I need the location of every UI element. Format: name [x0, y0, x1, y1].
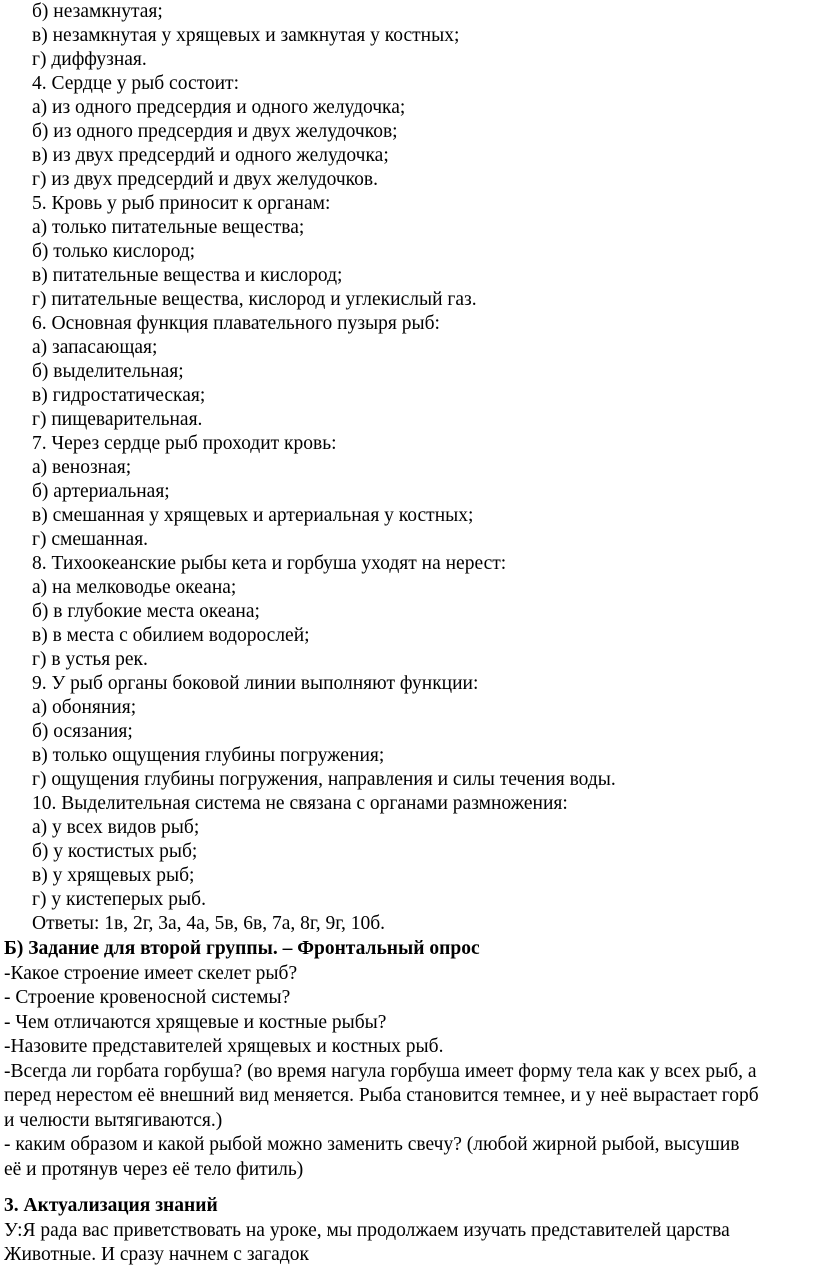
quiz-line: а) у всех видов рыб; — [32, 817, 200, 838]
quiz-line: б) артериальная; — [32, 481, 170, 502]
quiz-line: в) у хрящевых рыб; — [32, 865, 195, 886]
quiz-question: 6. Основная функция плавательного пузыря рыб: — [32, 313, 440, 334]
quiz-line: в) питательные вещества и кислород; — [32, 265, 343, 286]
quiz-line: а) венозная; — [32, 457, 132, 478]
quiz-line: а) из одного предсердия и одного желудочка; — [32, 97, 406, 118]
quiz-line: г) у кистеперых рыб. — [32, 889, 206, 910]
quiz-line: в) в места с обилием водорослей; — [32, 625, 310, 646]
quiz-line: в) смешанная у хрящевых и артериальная у костных; — [32, 505, 474, 526]
quiz-line: г) диффузная. — [32, 49, 147, 70]
section-b-line: -Какое строение имеет скелет рыб? — [4, 963, 298, 984]
quiz-line: г) питательные вещества, кислород и углекислый газ. — [32, 289, 477, 310]
section-b-heading: Б) Задание для второй группы. – Фронтальный опрос — [4, 938, 480, 959]
quiz-line: г) смешанная. — [32, 529, 149, 550]
quiz-line: в) только ощущения глубины погружения; — [32, 745, 385, 766]
quiz-question: 9. У рыб органы боковой линии выполняют функции: — [32, 673, 479, 694]
section-b-line: - Строение кровеносной системы? — [4, 987, 291, 1008]
quiz-line: б) осязания; — [32, 721, 133, 742]
quiz-line: г) пищеварительная. — [32, 409, 203, 430]
quiz-line: б) выделительная; — [32, 361, 184, 382]
section-b-line: -Назовите представителей хрящевых и костных рыб. — [4, 1036, 444, 1057]
quiz-line: в) из двух предсердий и одного желудочка; — [32, 145, 389, 166]
quiz-line: б) незамкнутая; — [32, 1, 163, 22]
quiz-question: 5. Кровь у рыб приносит к органам: — [32, 193, 331, 214]
quiz-line: б) только кислород; — [32, 241, 196, 262]
quiz-line: а) обоняния; — [32, 697, 137, 718]
quiz-line: г) ощущения глубины погружения, направления и силы течения воды. — [32, 769, 616, 790]
quiz-question: 8. Тихоокеанские рыбы кета и горбуша уходят на нерест: — [32, 553, 507, 574]
quiz-line: б) из одного предсердия и двух желудочков; — [32, 121, 398, 142]
quiz-question: 7. Через сердце рыб проходит кровь: — [32, 433, 337, 454]
quiz-line: г) в устья рек. — [32, 649, 148, 670]
section-b-line: её и протянув через её тело фитиль) — [4, 1159, 304, 1180]
quiz-question: 4. Сердце у рыб состоит: — [32, 73, 239, 94]
section-3-line: У:Я рада вас приветствовать на уроке, мы продолжаем изучать представителей царства — [4, 1220, 730, 1241]
quiz-line: б) в глубокие места океана; — [32, 601, 260, 622]
section-3-heading: 3. Актуализация знаний — [4, 1195, 218, 1216]
quiz-line: а) на мелководье океана; — [32, 577, 237, 598]
quiz-line: в) гидростатическая; — [32, 385, 206, 406]
section-b-line: перед нерестом её внешний вид меняется. Рыба становится темнее, и у неё вырастает горб — [4, 1085, 759, 1106]
section-3-line: Животные. И сразу начнем с загадок — [4, 1244, 309, 1265]
quiz-line: в) незамкнутая у хрящевых и замкнутая у костных; — [32, 25, 460, 46]
quiz-line: б) у костистых рыб; — [32, 841, 198, 862]
quiz-answers: Ответы: 1в, 2г, 3а, 4а, 5в, 6в, 7а, 8г, 9г, 10б. — [32, 913, 386, 934]
section-b-line: - Чем отличаются хрящевые и костные рыбы? — [4, 1012, 387, 1033]
quiz-line: а) запасающая; — [32, 337, 158, 358]
quiz-question: 10. Выделительная система не связана с органами размножения: — [32, 793, 568, 814]
quiz-line: г) из двух предсердий и двух желудочков. — [32, 169, 378, 190]
section-b-line: и челюсти вытягиваются.) — [4, 1110, 223, 1131]
section-b-line: -Всегда ли горбата горбуша? (во время нагула горбуша имеет форму тела как у всех рыб, а — [4, 1061, 757, 1082]
quiz-line: а) только питательные вещества; — [32, 217, 305, 238]
section-b-line: - каким образом и какой рыбой можно заменить свечу? (любой жирной рыбой, высушив — [4, 1134, 740, 1155]
